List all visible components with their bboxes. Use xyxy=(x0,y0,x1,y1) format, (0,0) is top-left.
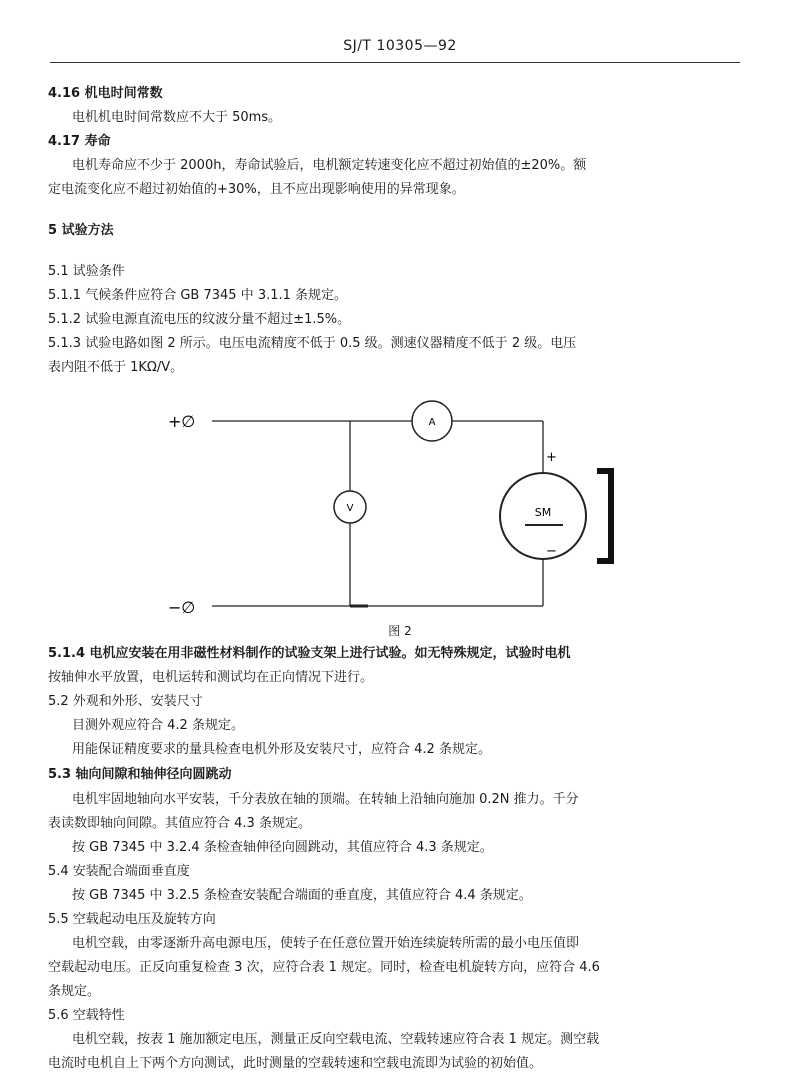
clause-heading: 5.3 轴向间隙和轴伸径向圆跳动 xyxy=(48,767,232,782)
paragraph: 目测外观应符合 4.2 条规定。 xyxy=(72,718,244,733)
minus-terminal: −∅ xyxy=(168,598,196,617)
paragraph: 按 GB 7345 中 3.2.4 条检查轴伸径向圆跳动，其值应符合 4.3 条规定。 xyxy=(72,840,493,855)
figure-caption: 图 2 xyxy=(388,624,412,638)
clause-heading: 5.5 空载起动电压及旋转方向 xyxy=(48,912,216,927)
paragraph: 表读数即轴向间隙。其值应符合 4.3 条规定。 xyxy=(48,816,311,831)
clause-heading: 5.4 安装配合端面垂直度 xyxy=(48,864,190,879)
clause-heading: 5.6 空载特性 xyxy=(48,1008,125,1023)
voltmeter-label: V xyxy=(346,503,354,514)
paragraph: 5.1.3 试验电路如图 2 所示。电压电流精度不低于 0.5 级。测速仪器精度不低于 2 级。电压 xyxy=(48,336,577,351)
clause-heading: 4.16 机电时间常数 xyxy=(48,86,163,101)
plus-terminal: +∅ xyxy=(168,412,196,431)
section-heading: 5 试验方法 xyxy=(48,223,114,238)
paragraph: 按 GB 7345 中 3.2.5 条检查安装配合端面的垂直度，其值应符合 4.4 条规定。 xyxy=(72,888,532,903)
paragraph: 空载起动电压。正反向重复检查 3 次，应符合表 1 规定。同时，检查电机旋转方向，应符合 4.6 xyxy=(48,960,600,975)
paragraph: 电机寿命应不少于 2000h，寿命试验后，电机额定转速变化应不超过初始值的±20%。额 xyxy=(72,158,587,173)
paragraph: 电机空载，由零逐渐升高电源电压，使转子在任意位置开始连续旋转所需的最小电压值即 xyxy=(72,936,580,951)
motor-label: SM xyxy=(534,506,552,519)
clause-heading: 5.2 外观和外形、安装尺寸 xyxy=(48,694,203,709)
paragraph: 5.1.1 气候条件应符合 GB 7345 中 3.1.1 条规定。 xyxy=(48,288,348,303)
bracket-mark xyxy=(597,471,611,561)
paragraph: 电机空载，按表 1 施加额定电压，测量正反向空载电流、空载转速应符合表 1 规定。测空载 xyxy=(72,1032,600,1047)
paragraph: 用能保证精度要求的量具检查电机外形及安装尺寸，应符合 4.2 条规定。 xyxy=(72,742,491,757)
page-header: SJ/T 10305—92 xyxy=(343,38,457,54)
paragraph: 按轴伸水平放置，电机运转和测试均在正向情况下进行。 xyxy=(48,670,374,685)
motor-minus-label: − xyxy=(546,544,557,559)
circuit-diagram xyxy=(150,395,650,625)
paragraph: 电机机电时间常数应不大于 50ms。 xyxy=(72,110,282,125)
paragraph: 5.1.2 试验电源直流电压的纹波分量不超过±1.5%。 xyxy=(48,312,351,327)
clause-heading: 4.17 寿命 xyxy=(48,134,111,149)
paragraph: 电流时电机自上下两个方向测试，此时测量的空载转速和空载电流即为试验的初始值。 xyxy=(48,1056,543,1071)
paragraph: 定电流变化应不超过初始值的+30%，且不应出现影响使用的异常现象。 xyxy=(48,182,465,197)
paragraph: 5.1.4 电机应安装在用非磁性材料制作的试验支架上进行试验。如无特殊规定，试验时电机 xyxy=(48,646,571,661)
paragraph: 表内阻不低于 1KΩ/V。 xyxy=(48,360,184,375)
ammeter-label: A xyxy=(428,417,436,428)
paragraph: 条规定。 xyxy=(48,984,101,999)
paragraph: 电机牢固地轴向水平安装，千分表放在轴的顶端。在转轴上沿轴向施加 0.2N 推力。千分 xyxy=(72,792,579,807)
clause-heading: 5.1 试验条件 xyxy=(48,264,125,279)
motor-plus-label: + xyxy=(546,450,557,465)
header-rule xyxy=(50,62,740,63)
